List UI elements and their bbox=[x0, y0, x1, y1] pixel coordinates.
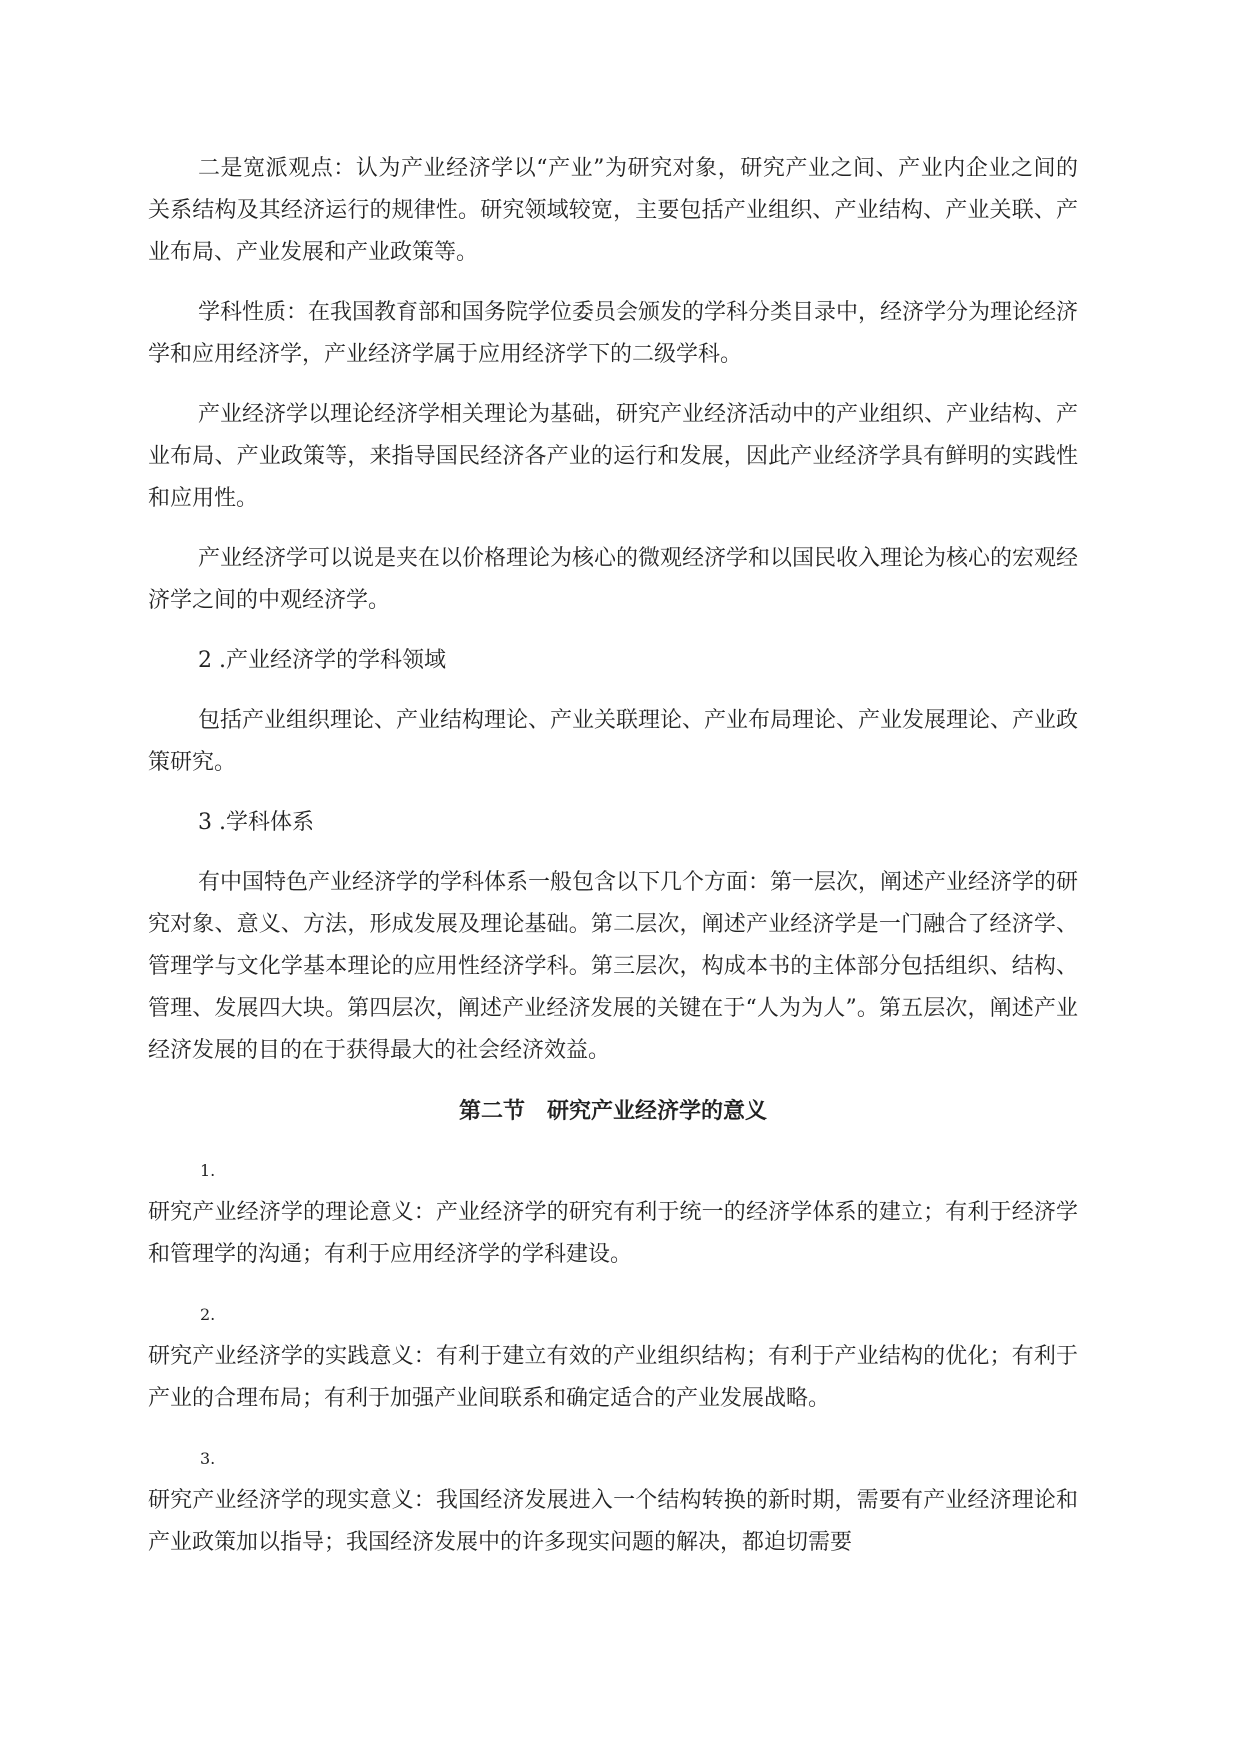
list-item bbox=[148, 1150, 1078, 1276]
item-text: 研究产业经济学的实践意义：有利于建立有效的产业组织结构；有利于产业结构的优化；有利于产业的合理布局；有利于加强产业间联系和确定适合的产业发展战略。 bbox=[148, 1344, 1078, 1411]
paragraph-discipline-field: 包括产业组织理论、产业结构理论、产业关联理论、产业布局理论、产业发展理论、产业政策研究。 bbox=[148, 708, 1079, 775]
paragraph-broad-view: 二是宽派观点：认为产业经济学以“产业”为研究对象，研究产业之间、产业内企业之间的关系结构及其经济运行的规律性。研究领域较宽，主要包括产业组织、产业结构、产业关联、产业布局、产业发展和产业政策等。 bbox=[148, 156, 1078, 265]
item-text: 研究产业经济学的理论意义：产业经济学的研究有利于统一的经济学体系的建立；有利于经济学和管理学的沟通；有利于应用经济学的学科建设。 bbox=[148, 1200, 1078, 1267]
item-number: 1. bbox=[200, 1161, 216, 1180]
paragraph-discipline-system: 有中国特色产业经济学的学科体系一般包含以下几个方面：第一层次，阐述产业经济学的研究对象、意义、方法，形成发展及理论基础。第二层次，阐述产业经济学是一门融合了经济学、管理学与文化学基本理论的应用性经济学科。第三层次，构成本书的主体部分包括组织、结构、管理、发展四大块。第四层次，阐述产业经济发展的关键在于“人为为人”。第五层次，阐述产业经济发展的目的在于获得最大的社会经济效益。 bbox=[148, 870, 1079, 1063]
paragraph-theory-basis: 产业经济学以理论经济学相关理论为基础，研究产业经济活动中的产业组织、产业结构、产业布局、产业政策等，来指导国民经济各产业的运行和发展，因此产业经济学具有鲜明的实践性和应用性。 bbox=[148, 402, 1079, 511]
item-number: 3. bbox=[200, 1449, 216, 1468]
paragraph-meso-economics: 产业经济学可以说是夹在以价格理论为核心的微观经济学和以国民收入理论为核心的宏观经济学之间的中观经济学。 bbox=[148, 546, 1079, 613]
section-title: 第二节 研究产业经济学的意义 bbox=[458, 1098, 767, 1124]
list-item bbox=[148, 1294, 1078, 1420]
item-number: 2. bbox=[200, 1305, 216, 1324]
subheading-discipline-system: 3 .学科体系 bbox=[198, 810, 314, 835]
paragraph-discipline-nature: 学科性质：在我国教育部和国务院学位委员会颁发的学科分类目录中，经济学分为理论经济学和应用经济学，产业经济学属于应用经济学下的二级学科。 bbox=[148, 300, 1079, 367]
subheading-discipline-field: 2 .产业经济学的学科领域 bbox=[198, 648, 446, 673]
list-item bbox=[148, 1438, 1078, 1564]
page-content bbox=[148, 148, 1078, 1582]
item-text: 研究产业经济学的现实意义：我国经济发展进入一个结构转换的新时期，需要有产业经济理论和产业政策加以指导；我国经济发展中的许多现实问题的解决，都迫切需要 bbox=[148, 1488, 1078, 1555]
